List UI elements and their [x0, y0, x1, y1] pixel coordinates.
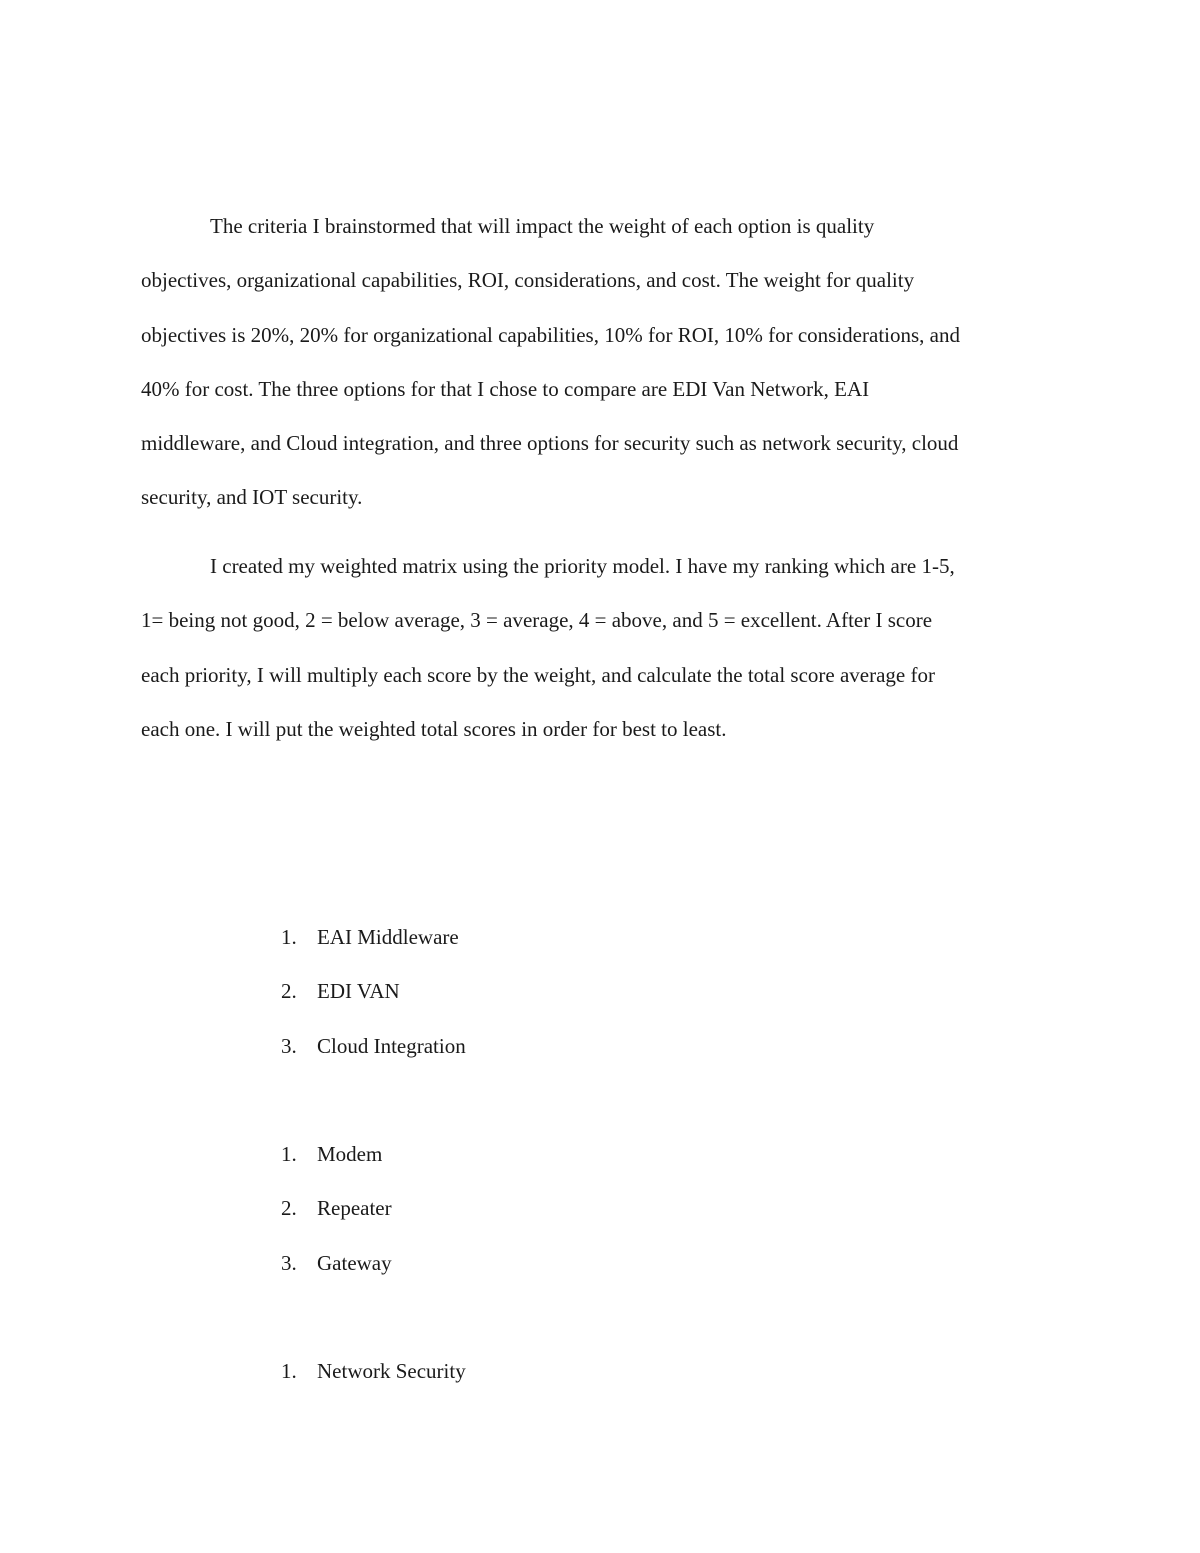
list-item-text: EAI Middleware	[317, 925, 459, 949]
list-item-text: EDI VAN	[317, 979, 400, 1004]
list-item	[281, 1181, 392, 1235]
paragraph-line: security, and IOT security.	[141, 485, 363, 510]
paragraph-line: The criteria I brainstormed that will impact the weight of each option is quality	[210, 214, 875, 238]
list-number: 1.	[281, 1142, 297, 1166]
paragraph-line: objectives, organizational capabilities, ROI, considerations, and cost. The weight for quality	[141, 268, 915, 293]
list-item-text: Network Security	[317, 1359, 466, 1383]
list-item-text: Gateway	[317, 1250, 392, 1275]
list-number: 1.	[281, 1359, 297, 1383]
list-item-text: Modem	[317, 1142, 383, 1166]
list-number: 3.	[281, 1033, 297, 1058]
paragraph-weighted-matrix	[141, 539, 1066, 756]
security-ranking-list	[281, 1344, 466, 1398]
list-number: 2.	[281, 1196, 297, 1221]
paragraph-line: I created my weighted matrix using the priority model. I have my ranking which are 1-5,	[210, 554, 955, 578]
list-item-text: Repeater	[317, 1196, 392, 1221]
list-item	[281, 964, 466, 1018]
list-number: 2.	[281, 979, 297, 1004]
list-number: 3.	[281, 1250, 297, 1275]
list-item	[281, 1344, 466, 1398]
list-number: 1.	[281, 925, 297, 949]
paragraph-line: each priority, I will multiply each score by the weight, and calculate the total score average for	[141, 662, 935, 687]
list-item	[281, 910, 466, 964]
list-item	[281, 1236, 392, 1290]
paragraph-line: middleware, and Cloud integration, and three options for security such as network security, cloud	[141, 431, 959, 456]
list-item-text: Cloud Integration	[317, 1033, 466, 1058]
paragraph-criteria	[141, 199, 1066, 525]
list-item	[281, 1127, 392, 1181]
device-ranking-list	[281, 1127, 392, 1290]
paragraph-line: 40% for cost. The three options for that I chose to compare are EDI Van Network, EAI	[141, 376, 870, 401]
integration-ranking-list	[281, 910, 466, 1073]
list-item	[281, 1019, 466, 1073]
paragraph-line: each one. I will put the weighted total scores in order for best to least.	[141, 716, 727, 741]
paragraph-line: objectives is 20%, 20% for organizational capabilities, 10% for ROI, 10% for considerations, and	[141, 322, 960, 347]
paragraph-line: 1= being not good, 2 = below average, 3 = average, 4 = above, and 5 = excellent. After I score	[141, 608, 933, 633]
